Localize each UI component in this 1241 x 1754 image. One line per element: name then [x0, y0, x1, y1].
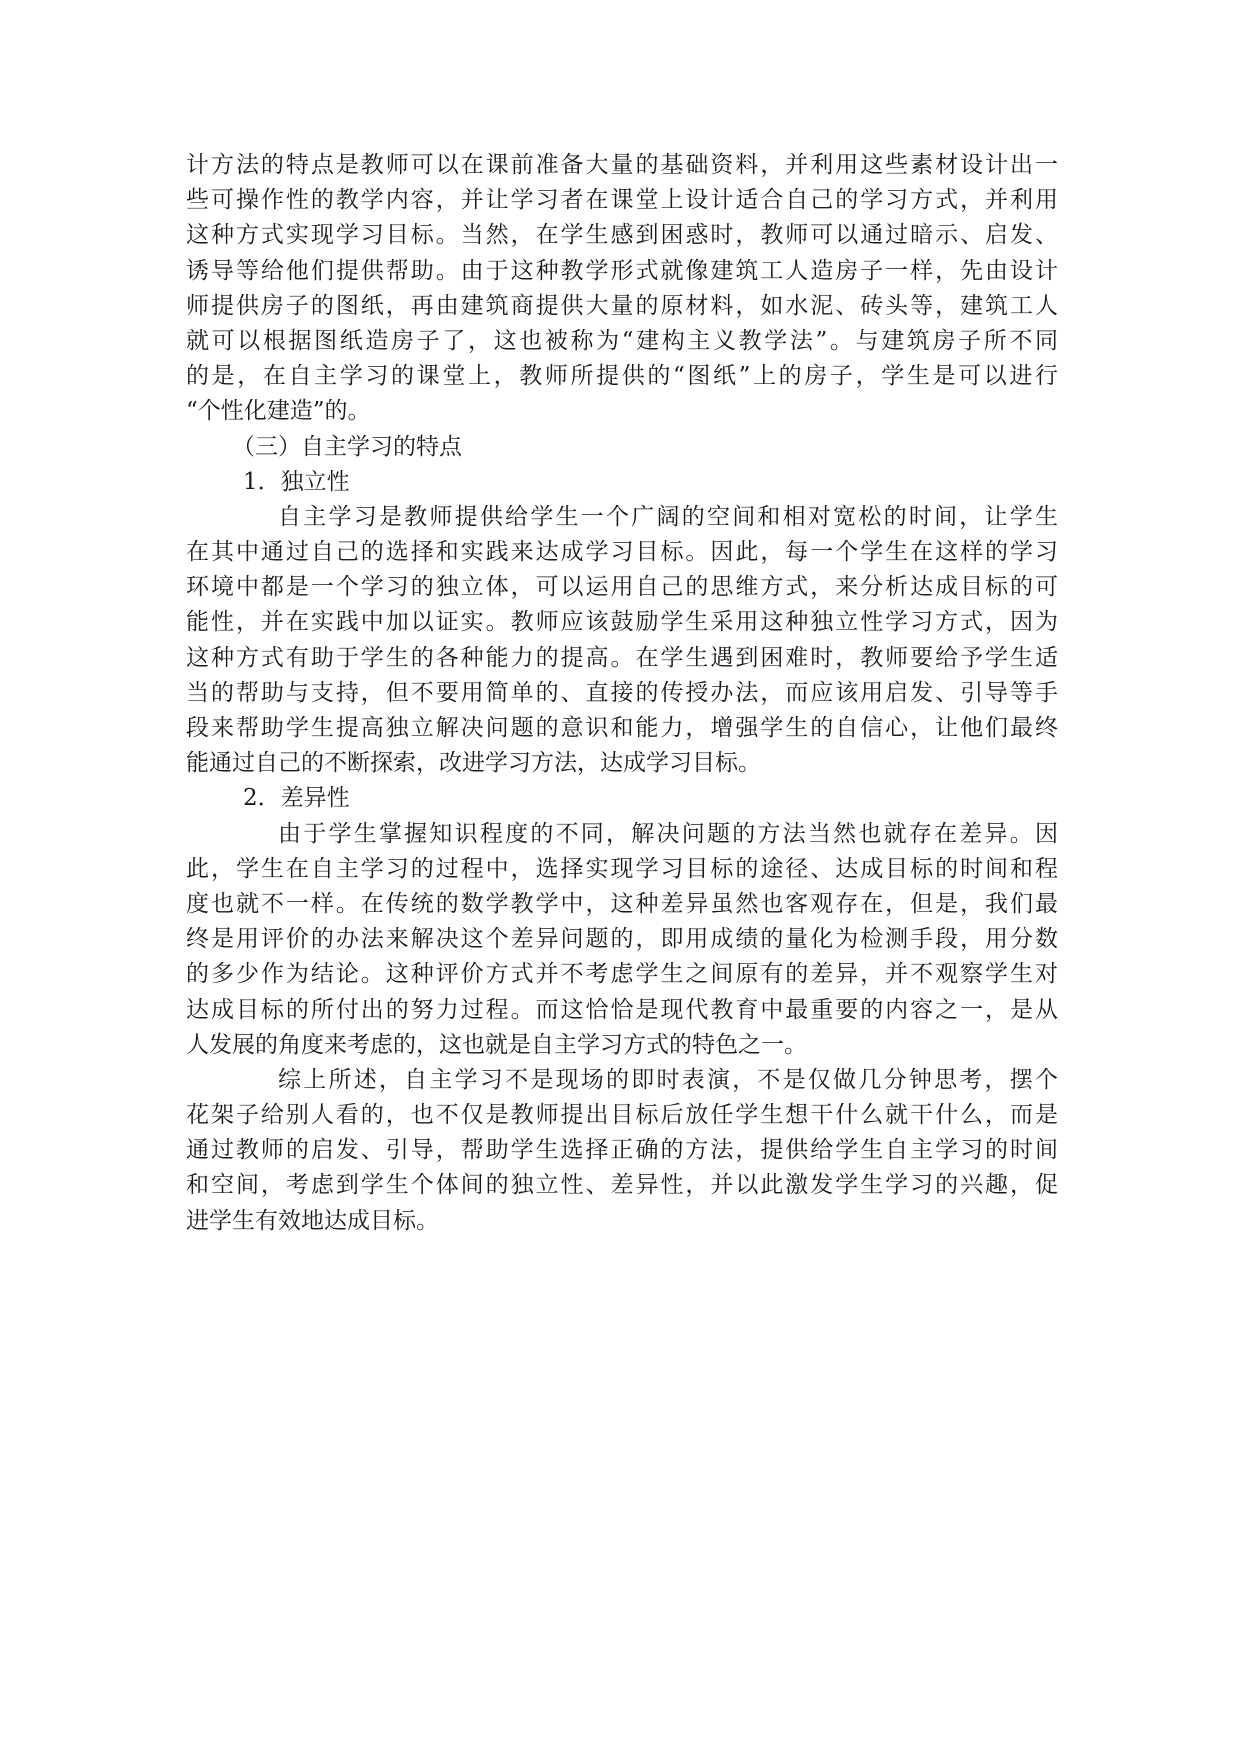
- text-line: 终是用评价的办法来解决这个差异问题的，即用成绩的量化为检测手段，用分数: [186, 926, 1058, 953]
- item-heading-independence: 1．独立性: [243, 468, 350, 495]
- text-line: 这种方式有助于学生的各种能力的提高。在学生遇到困难时，教师要给予学生适: [186, 644, 1058, 671]
- text-line: 此，学生在自主学习的过程中，选择实现学习目标的途径、达成目标的时间和程: [186, 855, 1058, 882]
- text-line: 诱导等给他们提供帮助。由于这种教学形式就像建筑工人造房子一样，先由设计: [186, 257, 1058, 284]
- conclusion-paragraph: [186, 1063, 1058, 1239]
- text-line: 自主学习是教师提供给学生一个广阔的空间和相对宽松的时间，让学生: [278, 503, 1058, 530]
- section-heading: （三）自主学习的特点: [232, 433, 462, 460]
- text-line: 进学生有效地达成目标。: [186, 1207, 439, 1234]
- independence-paragraph: [186, 500, 1058, 782]
- text-line: 在其中通过自己的选择和实践来达成学习目标。因此，每一个学生在这样的学习: [186, 539, 1058, 566]
- text-line: “个性化建造”的。: [186, 398, 371, 425]
- text-line: 这种方式实现学习目标。当然，在学生感到困惑时，教师可以通过暗示、启发、: [186, 222, 1058, 249]
- text-line: 度也就不一样。在传统的数学教学中，这种差异虽然也客观存在，但是，我们最: [186, 890, 1058, 917]
- text-line: 的是，在自主学习的课堂上，教师所提供的“图纸”上的房子，学生是可以进行: [186, 363, 1058, 390]
- text-line: 能通过自己的不断探索，改进学习方法，达成学习目标。: [186, 750, 761, 777]
- text-line: 就可以根据图纸造房子了，这也被称为“建构主义教学法”。与建筑房子所不同: [186, 327, 1058, 354]
- text-line: 段来帮助学生提高独立解决问题的意识和能力，增强学生的自信心，让他们最终: [186, 715, 1058, 741]
- text-line: 人发展的角度来考虑的，这也就是自主学习方式的特色之一。: [186, 1031, 807, 1058]
- item-heading-difference: 2．差异性: [243, 785, 350, 812]
- difference-paragraph: [186, 817, 1058, 1063]
- text-line: 由于学生掌握知识程度的不同，解决问题的方法当然也就存在差异。因: [278, 820, 1058, 847]
- text-line: 达成目标的所付出的努力过程。而这恰恰是现代教育中最重要的内容之一，是从: [186, 996, 1058, 1023]
- intro-paragraph: [186, 148, 1058, 430]
- text-line: 师提供房子的图纸，再由建筑商提供大量的原材料，如水泥、砖头等，建筑工人: [186, 292, 1058, 319]
- text-line: 能性，并在实践中加以证实。教师应该鼓励学生采用这种独立性学习方式，因为: [186, 609, 1058, 636]
- text-line: 综上所述，自主学习不是现场的即时表演，不是仅做几分钟思考，摆个: [278, 1066, 1058, 1093]
- document-body: [186, 148, 1058, 1239]
- text-line: 些可操作性的教学内容，并让学习者在课堂上设计适合自己的学习方式，并利用: [186, 187, 1058, 214]
- text-line: 和空间，考虑到学生个体间的独立性、差异性，并以此激发学生学习的兴趣，促: [186, 1172, 1058, 1199]
- text-line: 环境中都是一个学习的独立体，可以运用自己的思维方式，来分析达成目标的可: [186, 574, 1058, 601]
- text-line: 通过教师的启发、引导，帮助学生选择正确的方法，提供给学生自主学习的时间: [186, 1137, 1058, 1164]
- text-line: 当的帮助与支持，但不要用简单的、直接的传授办法，而应该用启发、引导等手: [186, 679, 1058, 706]
- text-line: 花架子给别人看的，也不仅是教师提出目标后放任学生想干什么就干什么，而是: [186, 1102, 1058, 1129]
- text-line: 的多少作为结论。这种评价方式并不考虑学生之间原有的差异，并不观察学生对: [186, 961, 1058, 988]
- text-line: 计方法的特点是教师可以在课前准备大量的基础资料，并利用这些素材设计出一: [186, 152, 1058, 178]
